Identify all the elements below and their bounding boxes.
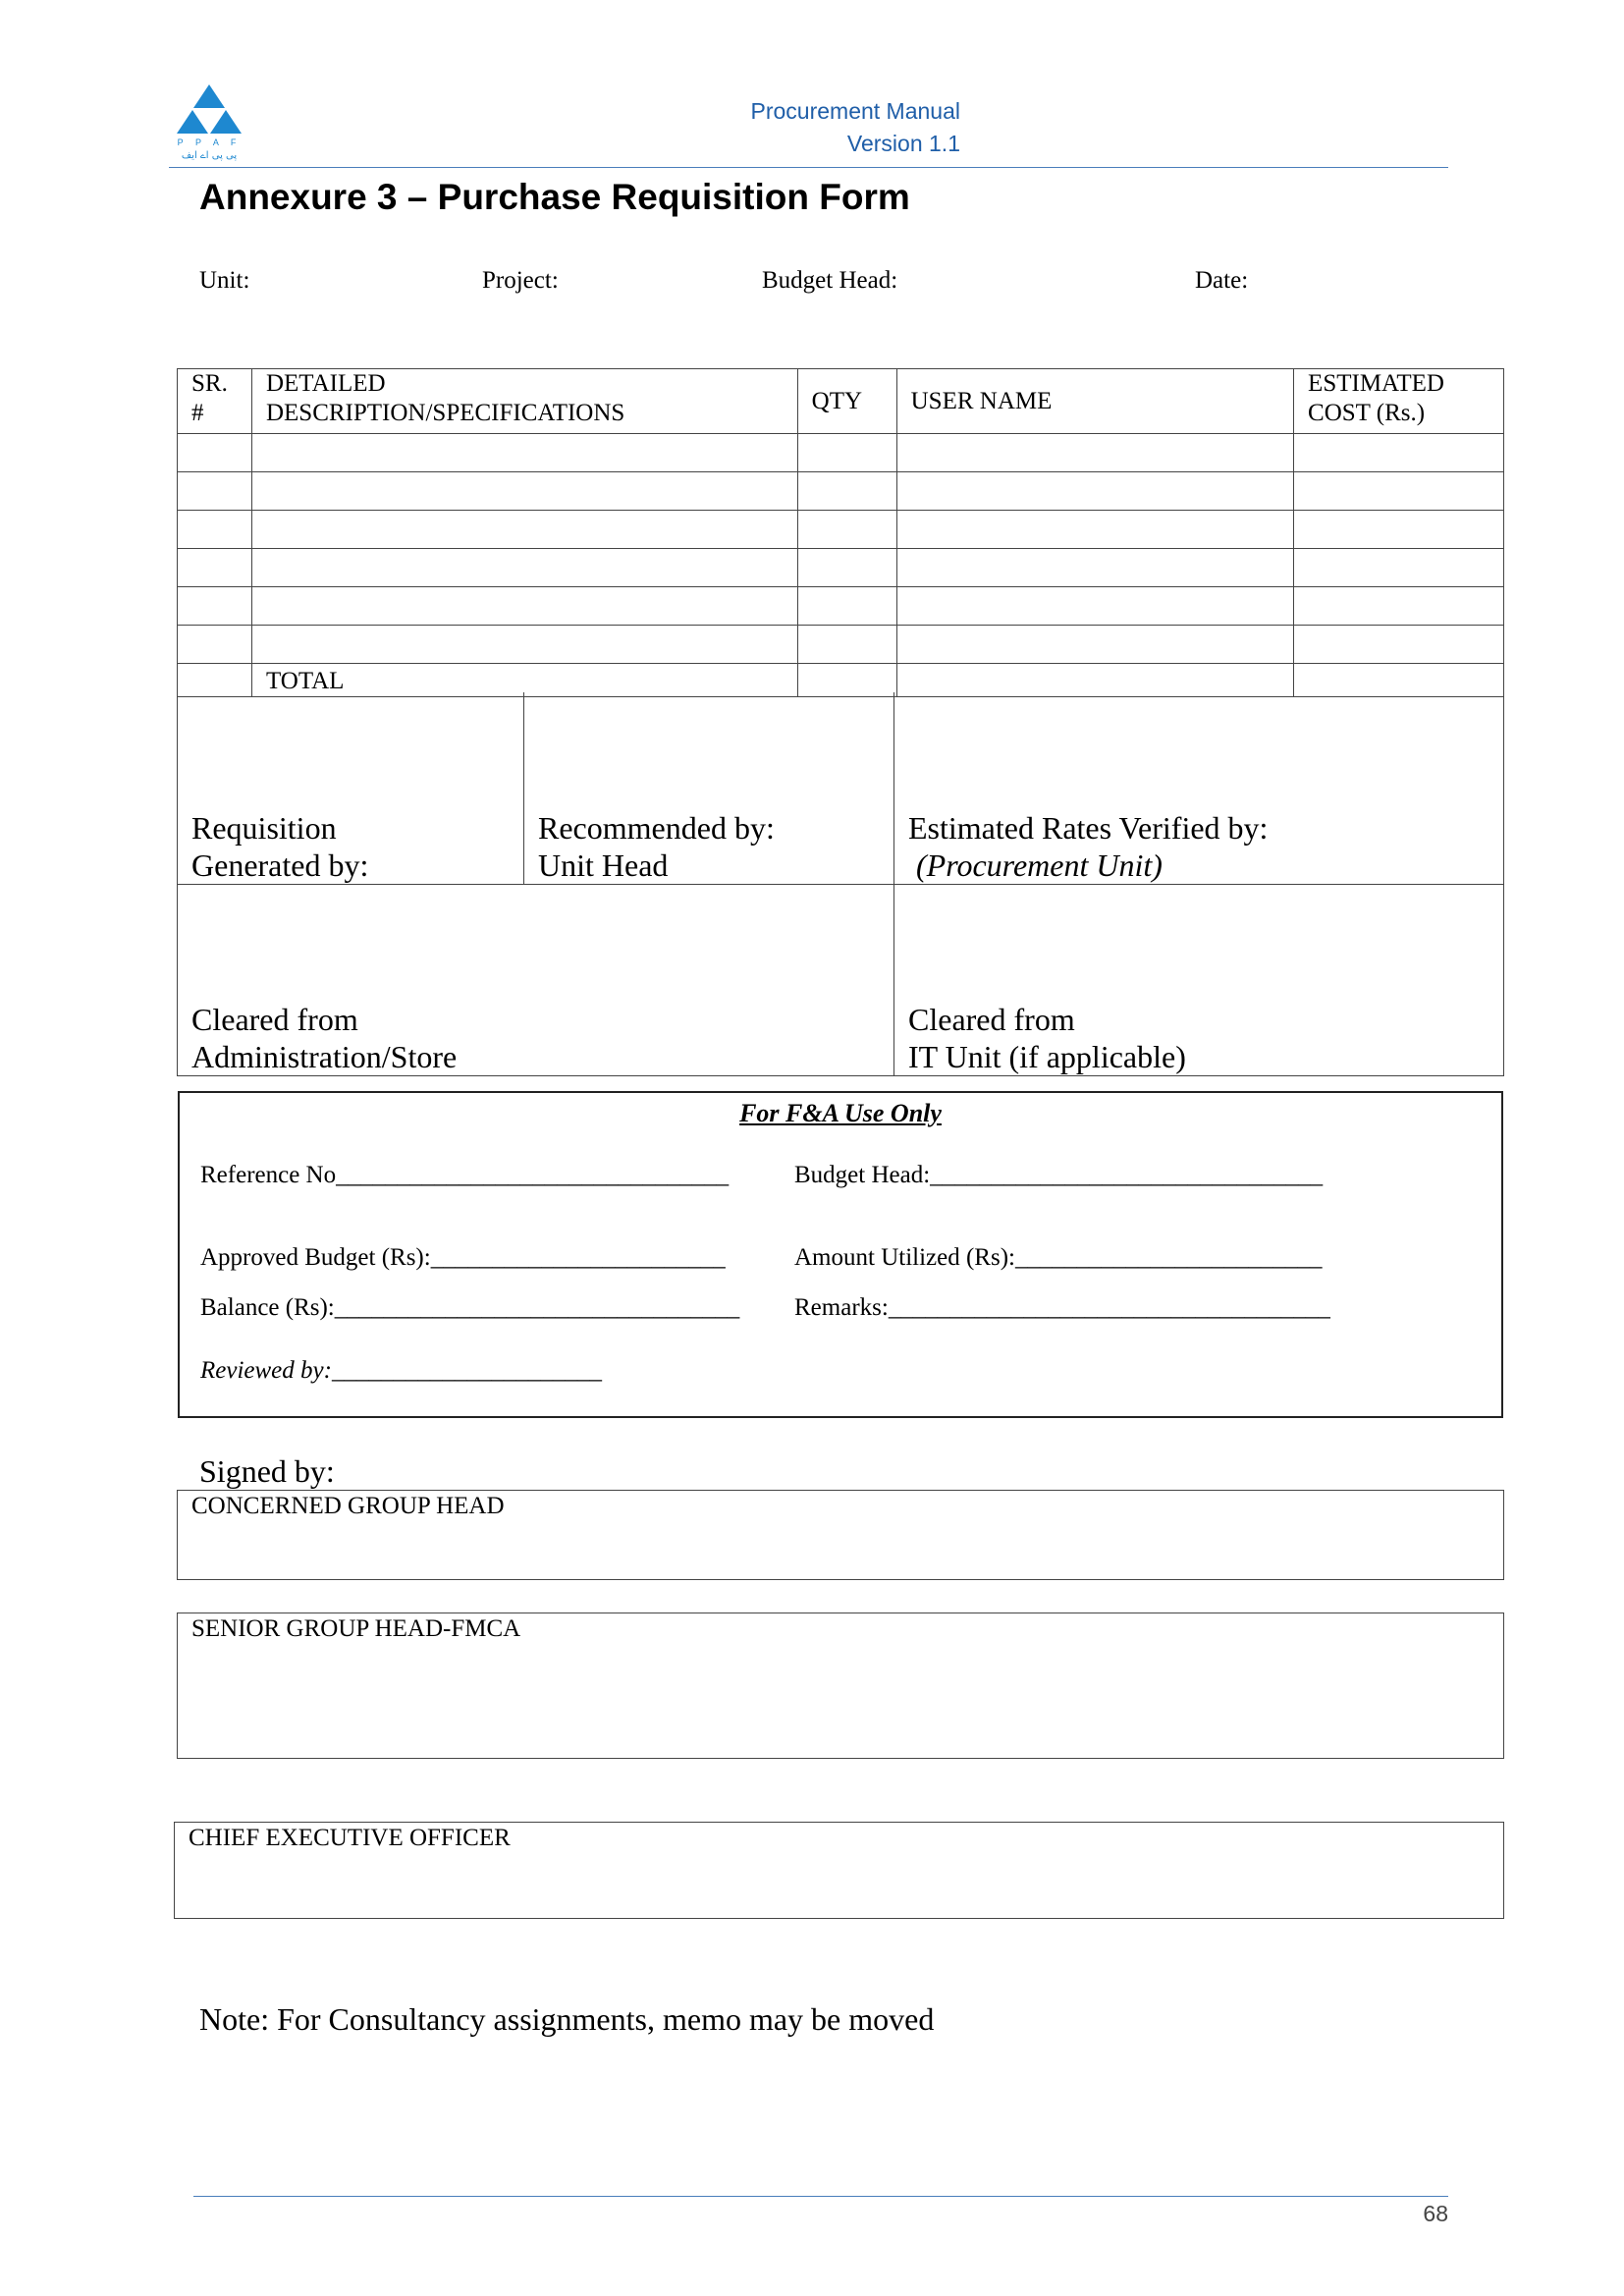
cleared-it-box[interactable]: [893, 884, 1504, 1076]
manual-title: Procurement Manual: [750, 98, 960, 124]
senior-group-head-box[interactable]: [177, 1613, 1504, 1759]
col-header-sr: SR. #: [178, 369, 252, 434]
qty-cell[interactable]: [797, 434, 896, 472]
user-name-cell[interactable]: [896, 434, 1293, 472]
sr-cell[interactable]: [178, 549, 252, 587]
rates-verified-label: Estimated Rates Verified by: (Procurement Unit): [908, 810, 1269, 883]
fa-use-only-section: [178, 1091, 1503, 1418]
sr-cell[interactable]: [178, 511, 252, 549]
cleared-admin-box[interactable]: [177, 884, 894, 1076]
rates-verified-box[interactable]: [893, 692, 1504, 885]
unit-label: Unit:: [199, 267, 250, 294]
sr-cell[interactable]: [178, 587, 252, 626]
cost-cell[interactable]: [1294, 472, 1504, 511]
ceo-box[interactable]: [174, 1822, 1504, 1919]
cost-cell[interactable]: [1294, 511, 1504, 549]
qty-cell[interactable]: [797, 511, 896, 549]
concerned-group-head-label: CONCERNED GROUP HEAD: [191, 1493, 505, 1519]
approved-budget-field[interactable]: Approved Budget (Rs):________________________: [200, 1244, 726, 1271]
recommended-by-box[interactable]: [523, 692, 894, 885]
description-cell[interactable]: [251, 511, 797, 549]
project-label: Project:: [482, 267, 559, 294]
col-header-user-name: USER NAME: [896, 369, 1293, 434]
sr-cell[interactable]: [178, 434, 252, 472]
sr-cell[interactable]: [178, 626, 252, 664]
table-row: [178, 587, 1504, 626]
table-row: [178, 626, 1504, 664]
ceo-label: CHIEF EXECUTIVE OFFICER: [189, 1825, 511, 1851]
user-name-cell[interactable]: [896, 549, 1293, 587]
fa-budget-head-field[interactable]: Budget Head:________________________________: [794, 1162, 1324, 1188]
concerned-group-head-box[interactable]: [177, 1490, 1504, 1580]
cost-cell[interactable]: [1294, 434, 1504, 472]
balance-field[interactable]: Balance (Rs):_________________________________: [200, 1294, 740, 1321]
cost-cell[interactable]: [1294, 549, 1504, 587]
table-row: [178, 434, 1504, 472]
table-row: [178, 472, 1504, 511]
user-name-cell[interactable]: [896, 472, 1293, 511]
version-label: Version 1.1: [846, 131, 960, 156]
description-cell[interactable]: [251, 549, 797, 587]
cost-cell[interactable]: [1294, 626, 1504, 664]
sr-cell[interactable]: [178, 472, 252, 511]
user-name-cell[interactable]: [896, 626, 1293, 664]
logo-urdu-text: پی پی اے ایف: [181, 150, 238, 161]
budget-head-label: Budget Head:: [762, 267, 898, 294]
table-row: [178, 511, 1504, 549]
amount-utilized-field[interactable]: Amount Utilized (Rs):_________________________: [794, 1244, 1323, 1271]
table-row: [178, 549, 1504, 587]
qty-cell[interactable]: [797, 587, 896, 626]
ppaf-logo: [169, 82, 249, 161]
cost-cell[interactable]: [1294, 587, 1504, 626]
user-name-cell[interactable]: [896, 587, 1293, 626]
fa-heading: For F&A Use Only: [739, 1099, 942, 1127]
description-cell[interactable]: [251, 587, 797, 626]
reviewed-by-field[interactable]: Reviewed by:______________________: [200, 1357, 602, 1384]
qty-cell[interactable]: [797, 626, 896, 664]
items-table: [177, 368, 1504, 697]
description-cell[interactable]: [251, 434, 797, 472]
date-label: Date:: [1195, 267, 1249, 294]
description-cell[interactable]: [251, 472, 797, 511]
description-cell[interactable]: [251, 626, 797, 664]
cleared-admin-label: Cleared from Administration/Store: [191, 1002, 458, 1074]
recommended-by-label: Recommended by: Unit Head: [538, 810, 775, 883]
qty-cell[interactable]: [797, 472, 896, 511]
col-header-qty: QTY: [797, 369, 896, 434]
page-number: 68: [1423, 2201, 1448, 2226]
col-header-description: DETAILED DESCRIPTION/SPECIFICATIONS: [251, 369, 797, 434]
requisition-generated-box[interactable]: [177, 692, 524, 885]
header-rule: [169, 167, 1448, 168]
col-header-estimated-cost: ESTIMATED COST (Rs.): [1294, 369, 1504, 434]
signed-by-label: Signed by:: [199, 1453, 335, 1489]
requisition-generated-label: Requisition Generated by:: [191, 810, 369, 883]
page-title: Annexure 3 – Purchase Requisition Form: [199, 177, 910, 217]
cleared-it-label: Cleared from IT Unit (if applicable): [908, 1002, 1186, 1074]
table-header-row: [178, 369, 1504, 434]
remarks-field[interactable]: Remarks:____________________________________: [794, 1294, 1330, 1321]
qty-cell[interactable]: [797, 549, 896, 587]
user-name-cell[interactable]: [896, 511, 1293, 549]
consultancy-note: Note: For Consultancy assignments, memo may be moved: [199, 2001, 935, 2037]
senior-group-head-label: SENIOR GROUP HEAD-FMCA: [191, 1615, 521, 1642]
logo-letters: P P A F: [177, 137, 242, 147]
reference-no-field[interactable]: Reference No________________________________: [200, 1162, 730, 1188]
footer-rule: [193, 2196, 1448, 2197]
total-label: TOTAL: [251, 664, 797, 697]
